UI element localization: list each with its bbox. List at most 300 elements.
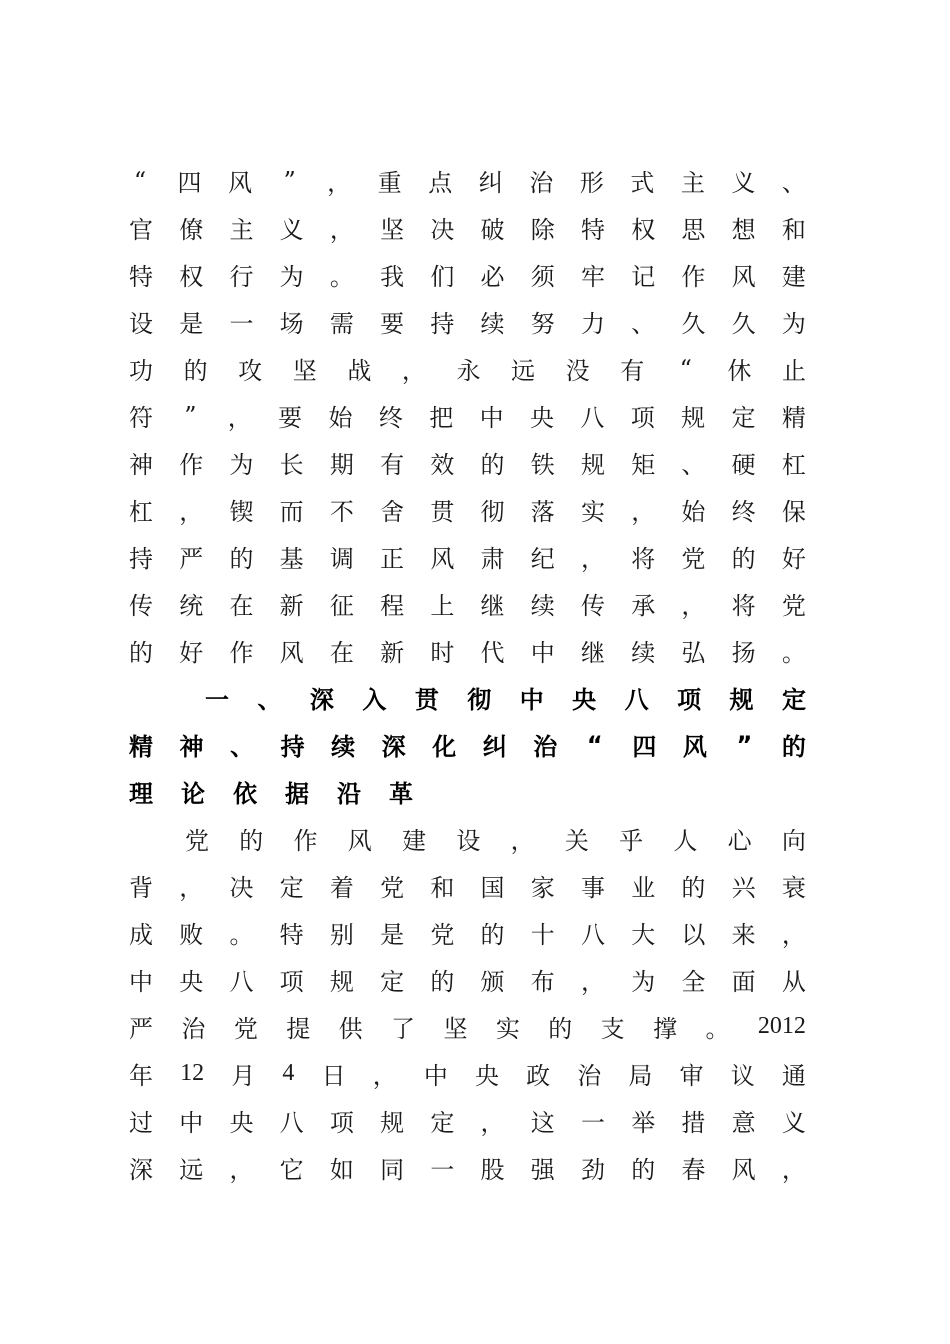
text-glyph: 。	[229, 921, 254, 949]
text-glyph: 的	[229, 545, 254, 573]
text-glyph: 精	[781, 404, 806, 432]
text-glyph: 期	[329, 451, 354, 479]
text-glyph: 举	[631, 1109, 656, 1137]
text-glyph: 八	[229, 968, 254, 996]
text-glyph: 义	[781, 1109, 806, 1137]
text-glyph: 的	[239, 827, 264, 855]
text-glyph: 据	[285, 780, 309, 808]
text-glyph: 深	[309, 686, 334, 714]
text-glyph: 中	[179, 1109, 204, 1137]
text-glyph: 四	[632, 733, 657, 761]
text-glyph: 远	[511, 357, 536, 385]
text-glyph: 措	[681, 1109, 706, 1137]
text-glyph: 央	[229, 1109, 254, 1137]
body-line	[129, 909, 806, 956]
text-glyph: 决	[430, 216, 455, 244]
text-glyph: 大	[631, 921, 656, 949]
text-glyph: 是	[380, 921, 405, 949]
text-glyph: 党	[430, 921, 455, 949]
text-glyph: 基	[279, 545, 304, 573]
text-glyph: 建	[402, 827, 427, 855]
text-glyph: 事	[580, 874, 605, 902]
text-glyph: 央	[474, 1062, 499, 1090]
text-glyph: 定	[430, 1109, 455, 1137]
text-glyph: 撑	[653, 1015, 678, 1043]
text-glyph: 衰	[781, 874, 806, 902]
text-glyph: 治	[181, 1015, 206, 1043]
text-glyph: 要	[278, 404, 303, 432]
text-glyph: 央	[530, 404, 554, 432]
text-glyph: ，	[781, 1156, 806, 1184]
text-glyph: 努	[530, 310, 555, 338]
text-glyph: 通	[781, 1062, 806, 1090]
text-glyph: 和	[430, 874, 455, 902]
text-glyph: 的	[548, 1015, 573, 1043]
text-glyph: 同	[380, 1156, 405, 1184]
text-glyph: 风	[430, 545, 455, 573]
body-line	[129, 627, 806, 674]
text-glyph: 依	[233, 780, 257, 808]
body-line	[129, 533, 806, 580]
text-glyph: 义	[731, 169, 756, 197]
text-glyph: 2012	[757, 1013, 806, 1039]
text-glyph: 入	[362, 686, 387, 714]
text-glyph: 而	[279, 498, 304, 526]
text-glyph: 新	[279, 592, 304, 620]
text-glyph: 、	[257, 686, 282, 714]
text-glyph: 、	[230, 733, 255, 761]
text-glyph: 上	[430, 592, 455, 620]
text-glyph: “	[586, 730, 603, 759]
text-glyph: 如	[329, 1156, 354, 1184]
text-glyph: 决	[229, 874, 254, 902]
text-glyph: 长	[279, 451, 304, 479]
text-glyph: 调	[329, 545, 354, 573]
text-glyph: 久	[681, 310, 706, 338]
text-glyph: 为	[279, 263, 304, 291]
text-glyph: 将	[731, 592, 756, 620]
text-glyph: 中	[479, 404, 504, 432]
text-glyph: 风	[682, 733, 707, 761]
text-glyph: 重	[377, 169, 402, 197]
text-glyph: 为	[631, 968, 656, 996]
text-glyph: 业	[631, 874, 656, 902]
text-glyph: 败	[179, 921, 204, 949]
text-glyph: 中	[129, 968, 153, 996]
text-glyph: 续	[530, 592, 555, 620]
text-glyph: 颁	[480, 968, 505, 996]
text-glyph: 从	[781, 968, 806, 996]
text-glyph: 家	[530, 874, 555, 902]
text-glyph: 心	[727, 827, 752, 855]
text-glyph: 规	[580, 451, 605, 479]
text-glyph: 是	[179, 310, 204, 338]
text-glyph: 精	[129, 733, 153, 761]
text-glyph: 过	[129, 1109, 153, 1137]
text-glyph: 设	[129, 310, 153, 338]
text-glyph: 别	[329, 921, 354, 949]
text-glyph: 一	[430, 1156, 455, 1184]
text-glyph: 着	[329, 874, 354, 902]
text-glyph: 风	[228, 169, 253, 197]
text-glyph: 国	[480, 874, 505, 902]
text-glyph: 作	[179, 451, 204, 479]
text-glyph: 。	[705, 1015, 730, 1043]
text-glyph: 官	[129, 216, 153, 244]
section-heading-line	[129, 768, 806, 815]
text-glyph: ，	[580, 968, 605, 996]
text-glyph: ，	[510, 827, 535, 855]
text-glyph: 。	[781, 639, 806, 667]
text-glyph: 好	[179, 639, 204, 667]
text-glyph: 四	[177, 169, 202, 197]
text-glyph: 日	[321, 1062, 346, 1090]
text-glyph: 布	[530, 968, 555, 996]
text-glyph: 好	[781, 545, 806, 573]
text-glyph: 传	[580, 592, 605, 620]
text-glyph: 规	[329, 968, 354, 996]
text-glyph: 定	[731, 404, 756, 432]
text-glyph: 为	[781, 310, 806, 338]
body-line	[129, 956, 806, 1003]
body-line	[129, 157, 806, 204]
text-glyph: 矩	[631, 451, 656, 479]
text-glyph: 央	[572, 686, 597, 714]
text-glyph: 党	[185, 827, 209, 855]
text-glyph: 深	[129, 1156, 153, 1184]
text-glyph: ”	[283, 166, 296, 195]
text-glyph: 力	[580, 310, 605, 338]
text-glyph: 乎	[619, 827, 644, 855]
text-glyph: “	[679, 354, 692, 383]
text-glyph: 们	[430, 263, 455, 291]
text-glyph: 八	[580, 404, 605, 432]
text-glyph: 承	[631, 592, 656, 620]
text-glyph: 、	[681, 451, 706, 479]
text-glyph: 坚	[292, 357, 317, 385]
text-glyph: 继	[580, 639, 605, 667]
text-glyph: 。	[329, 263, 354, 291]
text-glyph: 春	[681, 1156, 706, 1184]
text-glyph: 背	[129, 874, 153, 902]
text-glyph: 中	[423, 1062, 448, 1090]
text-glyph: 征	[329, 592, 354, 620]
text-glyph: 神	[129, 451, 153, 479]
text-glyph: 面	[731, 968, 756, 996]
text-glyph: 久	[731, 310, 756, 338]
text-glyph: 式	[630, 169, 655, 197]
text-glyph: 严	[129, 1015, 153, 1043]
text-glyph: 贯	[430, 498, 455, 526]
text-glyph: 作	[681, 263, 706, 291]
text-glyph: 成	[129, 921, 153, 949]
text-glyph: 党	[380, 874, 405, 902]
text-glyph: 续	[480, 310, 505, 338]
text-glyph: 议	[730, 1062, 755, 1090]
text-glyph: ，	[781, 921, 806, 949]
text-glyph: ，	[179, 874, 204, 902]
text-glyph: 项	[279, 968, 304, 996]
text-glyph: 八	[279, 1109, 304, 1137]
text-glyph: 项	[630, 404, 655, 432]
text-glyph: 续	[631, 639, 656, 667]
text-glyph: 论	[181, 780, 205, 808]
text-glyph: 化	[432, 733, 457, 761]
text-glyph: 革	[389, 780, 413, 808]
text-glyph: 永	[456, 357, 481, 385]
text-glyph: 供	[338, 1015, 363, 1043]
body-line	[129, 580, 806, 627]
text-glyph: 的	[631, 1156, 656, 1184]
text-glyph: ，	[227, 404, 252, 432]
text-glyph: 一	[205, 686, 229, 714]
text-glyph: 支	[600, 1015, 625, 1043]
text-glyph: “	[133, 166, 147, 195]
text-glyph: 终	[731, 498, 756, 526]
text-glyph: 向	[781, 827, 806, 855]
body-line	[129, 298, 806, 345]
text-glyph: 来	[731, 921, 756, 949]
text-glyph: 项	[329, 1109, 354, 1137]
text-glyph: 始	[328, 404, 353, 432]
text-glyph: 功	[129, 357, 153, 385]
text-glyph: 的	[129, 639, 153, 667]
text-glyph: 统	[179, 592, 204, 620]
text-glyph: 锲	[229, 498, 254, 526]
text-glyph: 规	[380, 1109, 405, 1137]
text-glyph: ，	[229, 1156, 254, 1184]
text-glyph: 的	[781, 733, 806, 761]
text-glyph: 了	[391, 1015, 416, 1043]
text-glyph: 没	[565, 357, 590, 385]
text-glyph: 提	[286, 1015, 311, 1043]
text-glyph: 党	[233, 1015, 258, 1043]
body-line	[129, 486, 806, 533]
text-glyph: 的	[430, 968, 455, 996]
text-glyph: 一	[229, 310, 254, 338]
text-glyph: 记	[631, 263, 656, 291]
text-glyph: 在	[229, 592, 254, 620]
body-line	[129, 251, 806, 298]
text-glyph: 舍	[380, 498, 405, 526]
text-glyph: 定	[380, 968, 405, 996]
text-glyph: 坚	[443, 1015, 468, 1043]
text-glyph: 央	[179, 968, 204, 996]
text-glyph: 主	[680, 169, 705, 197]
text-glyph: 年	[129, 1062, 153, 1090]
text-glyph: 主	[229, 216, 254, 244]
text-glyph: 纠	[478, 169, 503, 197]
text-glyph: 局	[628, 1062, 653, 1090]
text-glyph: 作	[229, 639, 254, 667]
text-glyph: 实	[495, 1015, 520, 1043]
text-glyph: 的	[731, 545, 756, 573]
text-glyph: 劲	[580, 1156, 605, 1184]
text-glyph: 一	[580, 1109, 605, 1137]
text-glyph: 的	[480, 921, 505, 949]
text-glyph: 贯	[414, 686, 439, 714]
text-glyph: 攻	[238, 357, 263, 385]
text-glyph: 符	[129, 404, 153, 432]
body-line	[129, 345, 806, 392]
text-glyph: 政	[526, 1062, 551, 1090]
text-glyph: 和	[781, 216, 806, 244]
text-glyph: 坚	[380, 216, 405, 244]
text-glyph: 彻	[480, 498, 505, 526]
text-glyph: 的	[681, 874, 706, 902]
text-glyph: 远	[179, 1156, 204, 1184]
text-glyph: ，	[327, 169, 352, 197]
text-glyph: 将	[631, 545, 656, 573]
text-glyph: 纠	[482, 733, 507, 761]
text-glyph: 义	[279, 216, 304, 244]
text-glyph: 想	[731, 216, 756, 244]
text-glyph: 以	[681, 921, 706, 949]
text-glyph: ，	[480, 1109, 505, 1137]
text-glyph: 扬	[731, 639, 756, 667]
text-glyph: 落	[530, 498, 555, 526]
text-glyph: 思	[681, 216, 706, 244]
body-line	[129, 815, 806, 862]
text-glyph: 、	[781, 169, 806, 197]
text-glyph: 把	[429, 404, 454, 432]
text-glyph: ，	[681, 592, 706, 620]
text-glyph: 肃	[480, 545, 505, 573]
text-glyph: 铁	[530, 451, 555, 479]
text-glyph: 风	[731, 263, 756, 291]
text-glyph: 月	[231, 1062, 256, 1090]
text-glyph: 持	[280, 733, 305, 761]
text-glyph: 定	[279, 874, 304, 902]
text-glyph: 要	[380, 310, 405, 338]
text-glyph: 中	[519, 686, 544, 714]
text-glyph: 审	[679, 1062, 704, 1090]
text-glyph: 建	[781, 263, 806, 291]
text-glyph: 有	[620, 357, 645, 385]
text-glyph: 破	[480, 216, 505, 244]
text-glyph: 行	[229, 263, 254, 291]
text-glyph: 中	[530, 639, 555, 667]
text-glyph: 止	[781, 357, 806, 385]
text-glyph: 治	[529, 169, 554, 197]
text-glyph: 4	[282, 1060, 295, 1086]
text-glyph: 项	[677, 686, 702, 714]
text-glyph: 党	[681, 545, 706, 573]
text-glyph: 牢	[580, 263, 605, 291]
text-glyph: 设	[456, 827, 481, 855]
text-glyph: 治	[577, 1062, 602, 1090]
text-glyph: 12	[180, 1060, 205, 1086]
text-glyph: 硬	[731, 451, 756, 479]
text-glyph: 战	[347, 357, 372, 385]
text-glyph: 风	[279, 639, 304, 667]
text-glyph: 终	[378, 404, 403, 432]
text-glyph: 沿	[337, 780, 361, 808]
text-glyph: 为	[229, 451, 254, 479]
body-line	[129, 1003, 806, 1050]
text-glyph: 持	[129, 545, 153, 573]
text-glyph: 意	[731, 1109, 756, 1137]
text-glyph: 神	[179, 733, 204, 761]
document-body	[129, 157, 806, 1191]
text-glyph: 休	[727, 357, 752, 385]
text-glyph: 正	[380, 545, 405, 573]
text-glyph: 保	[781, 498, 806, 526]
text-glyph: 全	[681, 968, 706, 996]
body-line	[129, 1097, 806, 1144]
text-glyph: 不	[329, 498, 354, 526]
text-glyph: ，	[329, 216, 354, 244]
body-line	[129, 1144, 806, 1191]
text-glyph: 杠	[129, 498, 153, 526]
text-glyph: 治	[533, 733, 558, 761]
text-glyph: 定	[781, 686, 806, 714]
text-glyph: 特	[580, 216, 605, 244]
body-line	[129, 204, 806, 251]
body-line	[129, 1050, 806, 1097]
text-glyph: 强	[530, 1156, 555, 1184]
text-glyph: ，	[372, 1062, 397, 1090]
text-glyph: 僚	[179, 216, 204, 244]
body-line	[129, 862, 806, 909]
text-glyph: 八	[624, 686, 649, 714]
text-glyph: ”	[736, 730, 753, 759]
text-glyph: 党	[781, 592, 806, 620]
text-glyph: 兴	[731, 874, 756, 902]
text-glyph: 须	[530, 263, 555, 291]
section-heading-line	[129, 721, 806, 768]
text-glyph: 深	[381, 733, 406, 761]
section-heading-line	[129, 674, 806, 721]
body-line	[129, 439, 806, 486]
text-glyph: ，	[631, 498, 656, 526]
text-glyph: 杠	[781, 451, 806, 479]
text-glyph: 严	[179, 545, 204, 573]
text-glyph: 、	[631, 310, 656, 338]
text-glyph: 它	[279, 1156, 304, 1184]
text-glyph: 权	[631, 216, 656, 244]
body-line	[129, 392, 806, 439]
text-glyph: 规	[681, 404, 706, 432]
text-glyph: 十	[530, 921, 555, 949]
text-glyph: 关	[564, 827, 589, 855]
text-glyph: ”	[184, 401, 197, 430]
text-glyph: ，	[179, 498, 204, 526]
text-glyph: 作	[293, 827, 318, 855]
text-glyph: 程	[380, 592, 405, 620]
text-glyph: 的	[480, 451, 505, 479]
text-glyph: ，	[580, 545, 605, 573]
text-glyph: 权	[179, 263, 204, 291]
text-glyph: 股	[480, 1156, 505, 1184]
text-glyph: ，	[401, 357, 426, 385]
text-glyph: 这	[530, 1109, 555, 1137]
text-glyph: 持	[430, 310, 455, 338]
text-glyph: 人	[673, 827, 698, 855]
text-glyph: 风	[347, 827, 372, 855]
text-glyph: 效	[430, 451, 455, 479]
text-glyph: 弘	[681, 639, 706, 667]
text-glyph: 续	[331, 733, 356, 761]
text-glyph: 理	[129, 780, 153, 808]
text-glyph: 新	[380, 639, 405, 667]
text-glyph: 需	[329, 310, 354, 338]
text-glyph: 我	[380, 263, 405, 291]
text-glyph: 必	[480, 263, 505, 291]
text-glyph: 形	[579, 169, 604, 197]
text-glyph: 实	[580, 498, 605, 526]
text-glyph: 点	[428, 169, 453, 197]
